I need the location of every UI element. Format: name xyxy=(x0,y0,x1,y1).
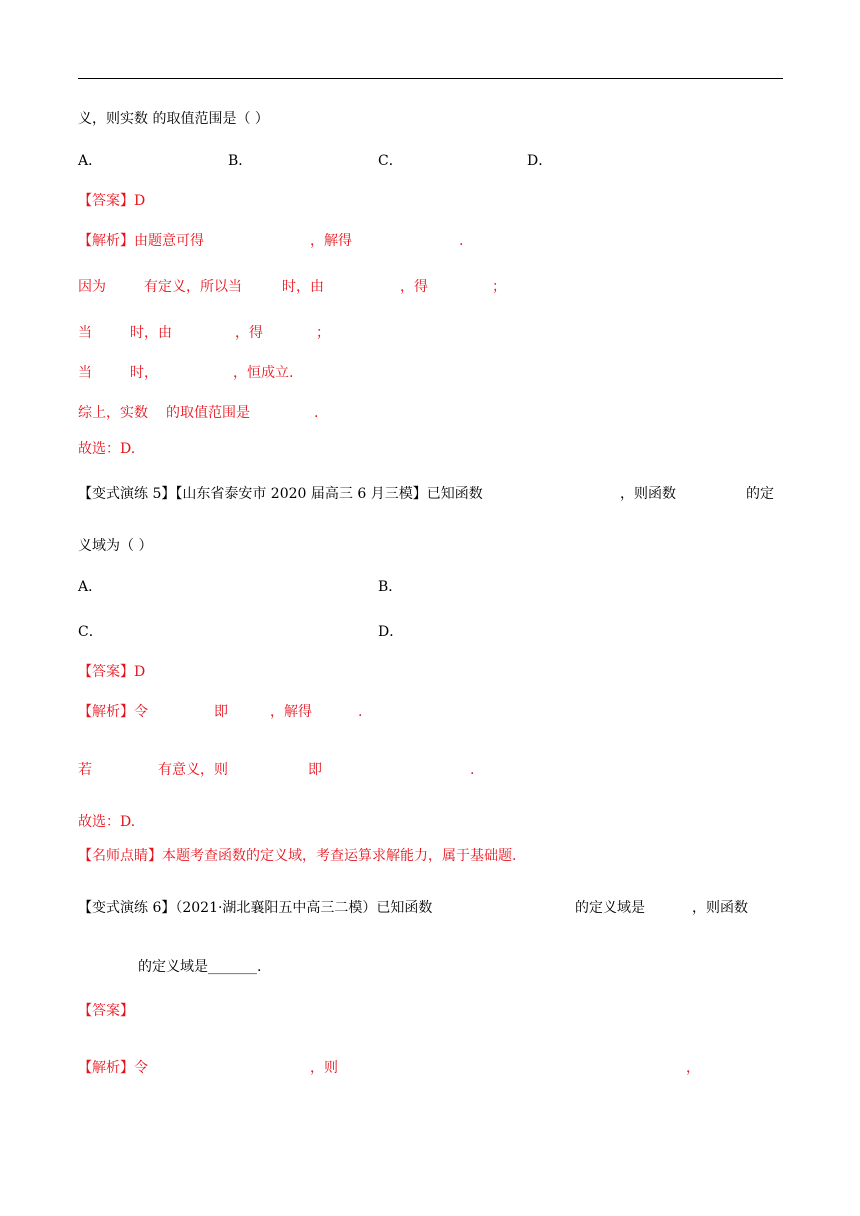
q5-option-b: B． xyxy=(378,579,403,595)
q4-analysis-text: 【解析】由题意可得 xyxy=(78,233,204,249)
q4-analysis-text: 有定义，所以当 xyxy=(144,279,242,295)
q4-conclusion: 故选：D. xyxy=(78,441,136,457)
q5-analysis-text: . xyxy=(358,704,363,720)
q5-option-a: A． xyxy=(78,579,103,595)
q4-analysis-text: ，得 xyxy=(400,279,428,295)
header-rule xyxy=(78,78,783,79)
q5-option-d: D． xyxy=(378,624,404,640)
q4-analysis-text: 的取值范围是 xyxy=(166,405,250,421)
q5-stem-text: 【变式演练 5】【山东省泰安市 2020 届高三 6 月三模】已知函数 xyxy=(78,486,483,502)
q4-analysis-text: ； xyxy=(492,279,506,295)
q4-option-c: C． xyxy=(378,153,403,169)
q4-analysis-text: 时，由 xyxy=(130,325,172,341)
q4-analysis-text: . xyxy=(459,233,464,249)
q6-analysis-text: ，则 xyxy=(310,1060,338,1076)
q5-analysis-text: 即 xyxy=(214,704,228,720)
q5-analysis-text: 即 xyxy=(308,762,322,778)
q4-stem-tail: 义，则实数 的取值范围是（ ） xyxy=(78,111,269,127)
q4-analysis-text: 因为 xyxy=(78,279,106,295)
q4-analysis-text: . xyxy=(314,405,319,421)
q6-stem-text: 的定义域是 xyxy=(575,900,645,916)
q6-analysis-text: 【解析】令 xyxy=(78,1060,148,1076)
q6-stem-line-2: 的定义域是_______. xyxy=(138,959,262,975)
q5-teacher-tip: 【名师点睛】本题考查函数的定义域，考查运算求解能力，属于基础题. xyxy=(78,848,517,864)
q6-stem-text: ，则函数 xyxy=(692,900,748,916)
q5-answer: 【答案】D xyxy=(78,664,146,680)
q4-analysis-text: ，解得 xyxy=(310,233,352,249)
q4-analysis-text: ，恒成立. xyxy=(233,365,294,381)
q4-option-b: B． xyxy=(228,153,253,169)
q4-option-d: D． xyxy=(527,153,553,169)
q4-analysis-text: 综上，实数 xyxy=(78,405,148,421)
q5-analysis-text: ，解得 xyxy=(270,704,312,720)
q5-stem-text: 的定 xyxy=(746,486,774,502)
q5-analysis-text: . xyxy=(470,762,475,778)
q4-analysis-text: ，得 xyxy=(235,325,263,341)
q5-option-c: C． xyxy=(78,624,103,640)
q4-analysis-text: 当 xyxy=(78,365,92,381)
q4-analysis-text: 当 xyxy=(78,325,92,341)
q6-stem-text: 【变式演练 6】（2021·湖北襄阳五中高三二模）已知函数 xyxy=(78,900,433,916)
q5-analysis-text: 【解析】令 xyxy=(78,704,148,720)
q6-answer: 【答案】 xyxy=(78,1003,134,1019)
q4-option-a: A． xyxy=(78,153,103,169)
q5-stem-line-2: 义域为（ ） xyxy=(78,538,153,554)
q6-analysis-text: ， xyxy=(686,1060,700,1076)
q4-answer: 【答案】D xyxy=(78,193,146,209)
q5-analysis-text: 若 xyxy=(78,762,92,778)
q5-conclusion: 故选：D. xyxy=(78,814,136,830)
q4-analysis-text: 时， xyxy=(130,365,158,381)
q5-analysis-text: 有意义，则 xyxy=(158,762,228,778)
q4-analysis-text: 时，由 xyxy=(282,279,324,295)
q4-analysis-text: ； xyxy=(316,325,330,341)
q5-stem-text: ，则函数 xyxy=(620,486,676,502)
